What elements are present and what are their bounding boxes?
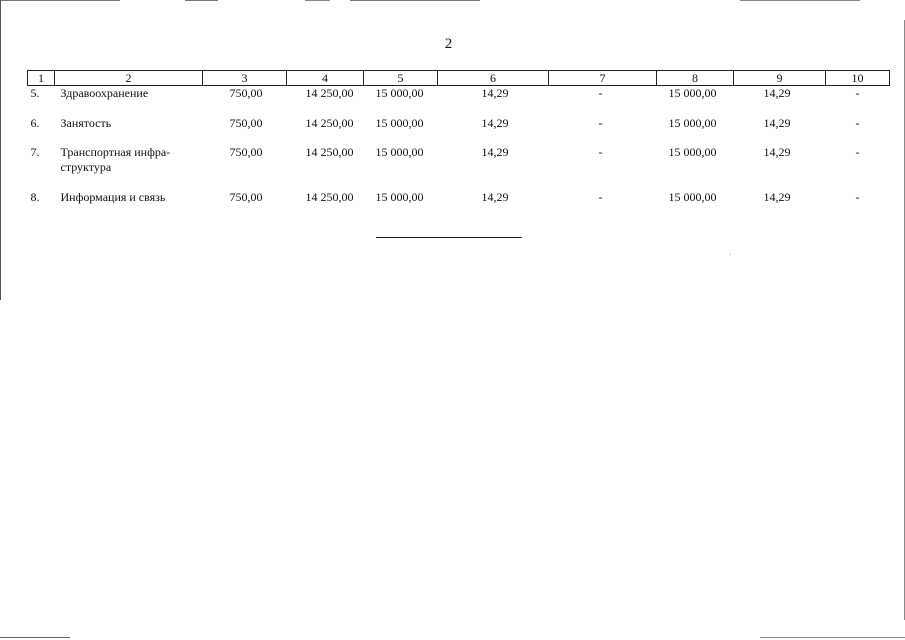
- cell-col9: 14,29: [763, 145, 791, 159]
- cell-col5: 15 000,00: [375, 190, 424, 204]
- cell-col7: -: [598, 86, 603, 100]
- scan-speck: [730, 254, 731, 255]
- cell-col6: 14,29: [481, 190, 509, 204]
- table-row: [28, 190, 890, 208]
- cell-col5: 15 000,00: [375, 116, 424, 130]
- cell-col4: 14 250,00: [305, 116, 354, 130]
- column-header-10: 10: [826, 71, 890, 86]
- row-number: 5.: [30, 86, 40, 100]
- cell-col3: 750,00: [229, 145, 263, 159]
- column-header-3: 3: [203, 71, 287, 86]
- cell-col3: 750,00: [229, 86, 263, 100]
- row-name-line: Информация и связь: [60, 190, 166, 204]
- cell-col5: 15 000,00: [375, 86, 424, 100]
- cell-col4: 14 250,00: [305, 86, 354, 100]
- budget-table: [27, 70, 890, 208]
- cell-col10: -: [855, 86, 860, 100]
- row-name-line: Здравоохранение: [60, 86, 149, 100]
- column-header-8: 8: [657, 71, 734, 86]
- column-header-6: 6: [438, 71, 549, 86]
- column-header-5: 5: [364, 71, 438, 86]
- row-name: [55, 86, 203, 117]
- cell-col9: 14,29: [763, 116, 791, 130]
- table-header: [28, 71, 890, 86]
- end-of-table-rule: [376, 237, 522, 238]
- row-name-line: структура: [60, 160, 112, 174]
- table-body: [28, 86, 890, 209]
- cell-col9: 14,29: [763, 190, 791, 204]
- cell-col10: -: [855, 116, 860, 130]
- cell-col5: 15 000,00: [375, 145, 424, 159]
- cell-col7: -: [598, 190, 603, 204]
- cell-col4: 14 250,00: [305, 190, 354, 204]
- table-row: [28, 86, 890, 117]
- row-name: [55, 145, 203, 190]
- row-number: 6.: [30, 116, 40, 130]
- row-number: 7.: [30, 145, 40, 159]
- table-row: [28, 145, 890, 190]
- cell-col6: 14,29: [481, 86, 509, 100]
- row-name: [55, 116, 203, 145]
- row-name-line: Транспортная инфра-: [60, 145, 171, 159]
- cell-col3: 750,00: [229, 190, 263, 204]
- header-row: [28, 71, 890, 86]
- cell-col10: -: [855, 190, 860, 204]
- cell-col4: 14 250,00: [305, 145, 354, 159]
- row-name-line: Занятость: [60, 116, 112, 130]
- scan-edge-top: [0, 0, 905, 1]
- cell-col8: 15 000,00: [668, 86, 717, 100]
- cell-col7: -: [598, 145, 603, 159]
- cell-col7: -: [598, 116, 603, 130]
- cell-col6: 14,29: [481, 145, 509, 159]
- cell-col9: 14,29: [763, 86, 791, 100]
- column-header-2: 2: [55, 71, 203, 86]
- column-header-1: 1: [28, 71, 55, 86]
- column-header-4: 4: [287, 71, 364, 86]
- column-header-7: 7: [549, 71, 657, 86]
- column-header-9: 9: [734, 71, 826, 86]
- cell-col3: 750,00: [229, 116, 263, 130]
- cell-col6: 14,29: [481, 116, 509, 130]
- cell-col10: -: [855, 145, 860, 159]
- page-number: 2: [444, 36, 453, 52]
- table-row: [28, 116, 890, 145]
- row-number: 8.: [30, 190, 40, 204]
- row-name: [55, 190, 203, 208]
- cell-col8: 15 000,00: [668, 145, 717, 159]
- cell-col8: 15 000,00: [668, 190, 717, 204]
- scan-edge-bottom: [0, 637, 905, 638]
- cell-col8: 15 000,00: [668, 116, 717, 130]
